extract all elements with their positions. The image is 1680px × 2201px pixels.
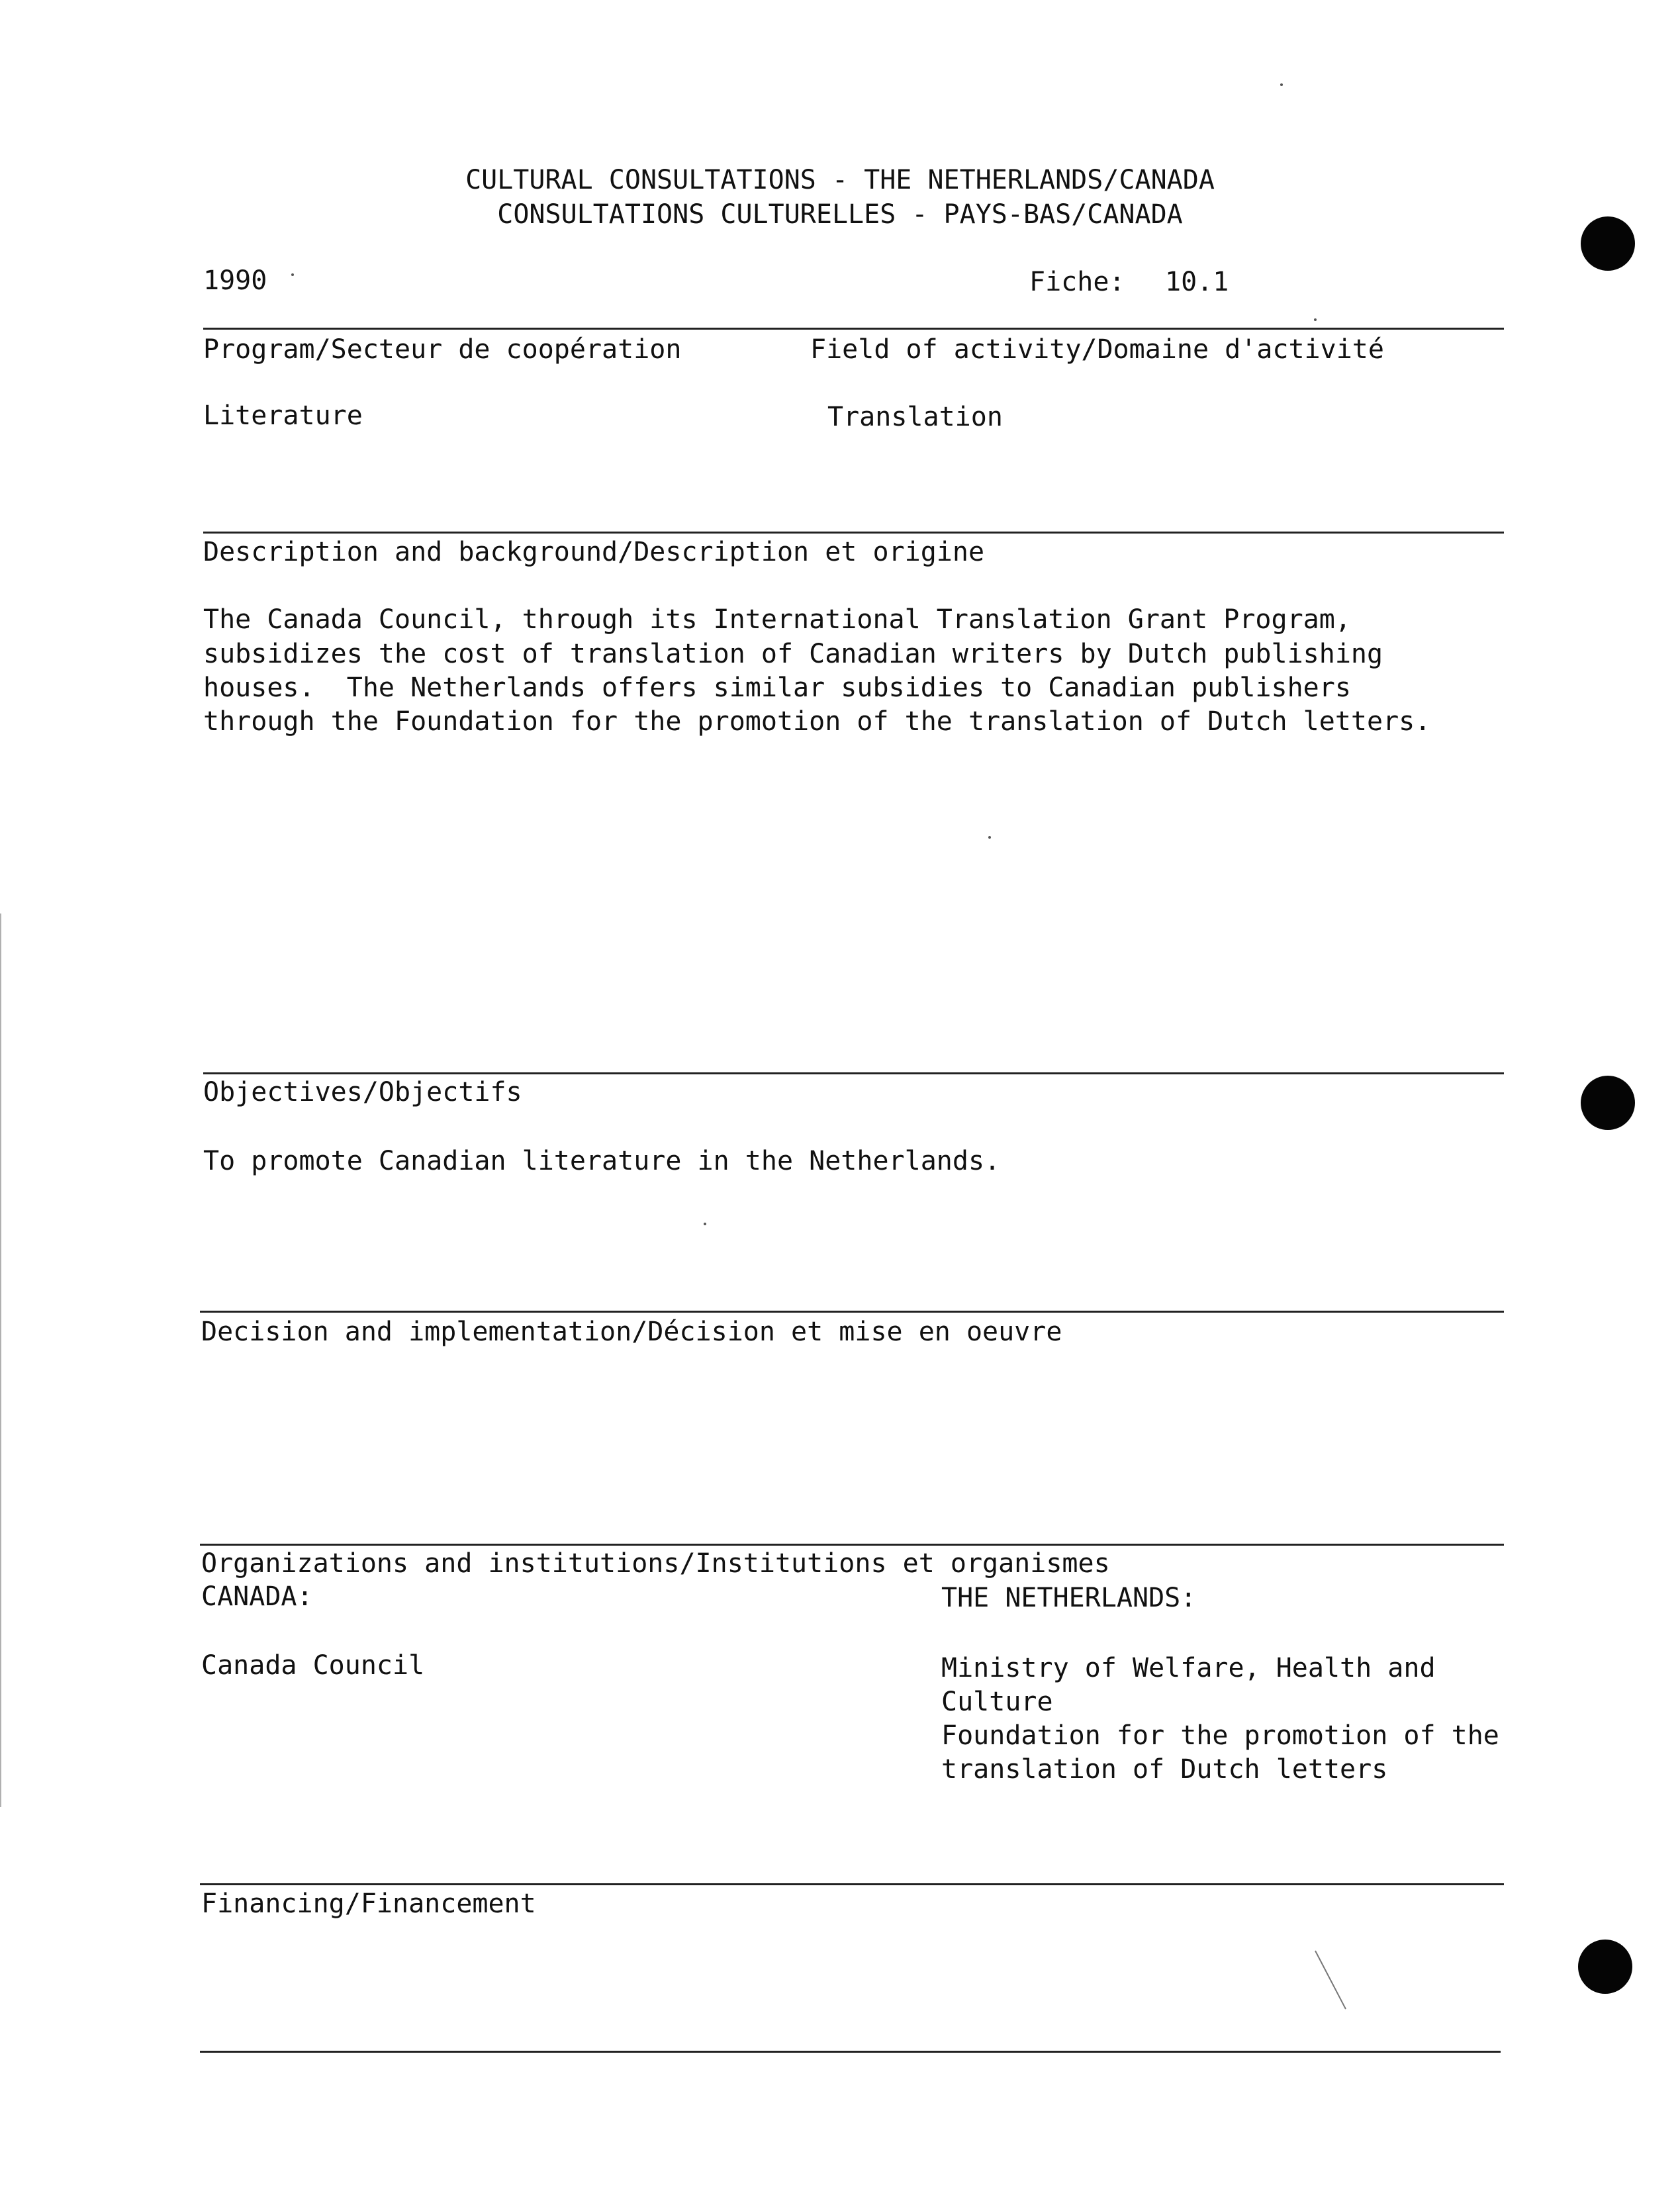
objectives-label: Objectives/Objectifs [203,1077,522,1107]
description-line: The Canada Council, through its International Translation Grant Program, [203,604,1351,635]
field-value: Translation [827,402,1003,432]
scan-speck [1280,83,1283,86]
field-label: Field of activity/Domaine d'activité [810,334,1384,365]
divider [200,2051,1501,2053]
divider [203,328,1504,330]
document-title-french: CONSULTATIONS CULTURELLES - PAYS-BAS/CANADA [497,199,1183,230]
canada-heading: CANADA: [201,1581,313,1612]
punch-hole-mark [1581,216,1635,271]
program-value: Literature [203,400,363,431]
netherlands-organization-line: translation of Dutch letters [941,1754,1388,1785]
organizations-label: Organizations and institutions/Institutions et organismes [201,1548,1110,1579]
scan-speck [1314,318,1317,321]
objectives-text: To promote Canadian literature in the Netherlands. [203,1146,1001,1176]
description-line: through the Foundation for the promotion of the translation of Dutch letters. [203,706,1431,737]
divider [203,1072,1504,1074]
document-title-english: CULTURAL CONSULTATIONS - THE NETHERLANDS/CANADA [465,165,1215,195]
netherlands-organization-line: Foundation for the promotion of the [941,1720,1499,1751]
financing-label: Financing/Financement [201,1889,536,1919]
fiche-number: 10.1 [1165,267,1229,297]
scan-speck [291,273,294,276]
divider [200,1311,1504,1313]
canada-organization: Canada Council [201,1650,425,1681]
decision-label: Decision and implementation/Décision et mise en oeuvre [201,1317,1062,1347]
scan-speck [988,836,991,839]
divider [200,1883,1504,1885]
fiche-label: Fiche: [1029,267,1125,297]
netherlands-organization-line: Ministry of Welfare, Health and [941,1653,1436,1683]
description-line: subsidizes the cost of translation of Canadian writers by Dutch publishing [203,639,1383,669]
description-line: houses. The Netherlands offers similar subsidies to Canadian publishers [203,673,1351,703]
divider [200,1544,1504,1546]
netherlands-organization-line: Culture [941,1687,1053,1717]
pen-stroke-mark [1314,1949,1354,2016]
punch-hole-mark [1578,1940,1632,1994]
scan-edge-line [0,913,1,1807]
netherlands-heading: THE NETHERLANDS: [941,1583,1197,1613]
year: 1990 [203,265,267,296]
scan-speck [704,1223,706,1225]
description-label: Description and background/Description et origine [203,537,985,567]
program-label: Program/Secteur de coopération [203,334,682,365]
punch-hole-mark [1581,1076,1635,1130]
divider [203,532,1504,534]
